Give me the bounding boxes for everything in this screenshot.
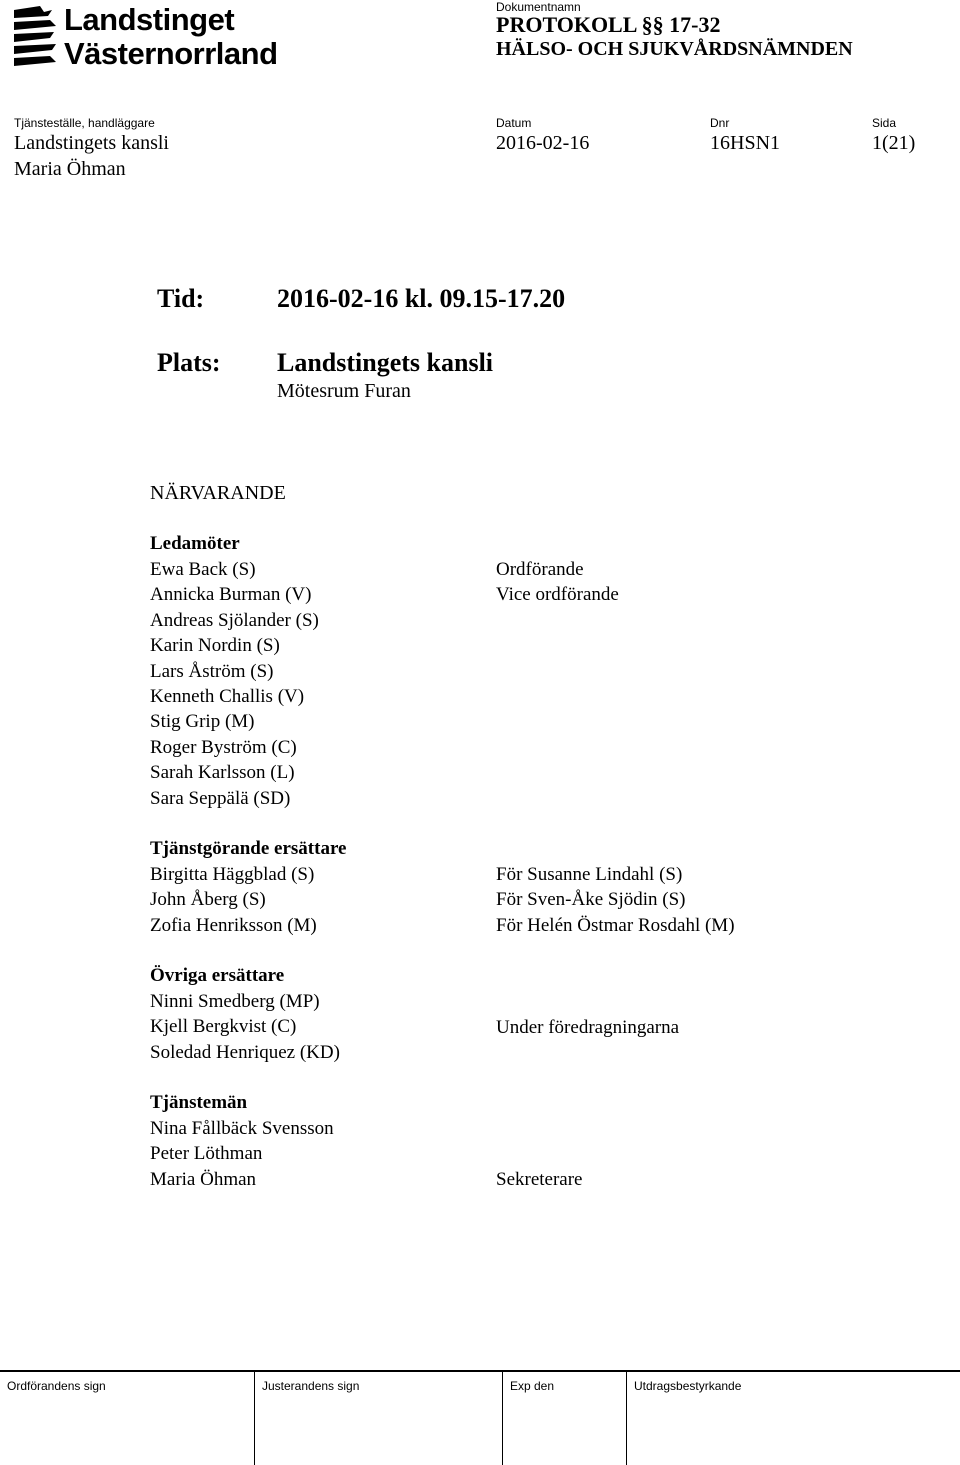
logo-line-2: Västernorrland [64, 36, 278, 71]
time-value: 2016-02-16 kl. 09.15-17.20 [277, 284, 566, 313]
list-item: Birgitta Häggblad (S) [150, 864, 315, 885]
list-item: John Åberg (S) [150, 889, 266, 911]
date-label: Datum [496, 116, 532, 130]
document-title: PROTOKOLL §§ 17-32 [496, 12, 721, 37]
doc-name-label: Dokumentnamn [496, 0, 581, 14]
role-item: För Sven-Åke Sjödin (S) [496, 889, 686, 911]
dnr-label: Dnr [710, 116, 730, 130]
role-item: För Susanne Lindahl (S) [496, 864, 683, 885]
members-roles [496, 557, 619, 608]
chair-sign-cell [0, 1372, 254, 1465]
date-value: 2016-02-16 [496, 132, 590, 154]
exp-cell [502, 1372, 627, 1465]
officials-role [496, 1167, 583, 1192]
chair-sign-label: Ordförandens sign [7, 1379, 106, 1393]
list-item: Zofia Henriksson (M) [150, 914, 317, 936]
serving-substitutes-list [150, 862, 317, 938]
list-item: Kjell Bergkvist (C) [150, 1016, 297, 1038]
role-item: För Helén Östmar Rosdahl (M) [496, 914, 735, 936]
list-item: Stig Grip (M) [150, 711, 255, 733]
logo-line-1: Landstinget [64, 2, 235, 37]
adjuster-sign-cell [254, 1372, 503, 1465]
document-subtitle: HÄLSO- OCH SJUKVÅRDSNÄMNDEN [496, 38, 853, 60]
unit-value: Landstingets kansli [14, 132, 169, 154]
organization-logo [10, 2, 310, 72]
time-label: Tid: [157, 284, 205, 313]
extract-cell [626, 1372, 960, 1465]
place-value: Landstingets kansli [277, 348, 494, 377]
page-label: Sida [872, 116, 897, 130]
list-item: Sarah Karlsson (L) [150, 762, 295, 784]
members-list [150, 557, 319, 811]
attendance-heading: NÄRVARANDE [150, 482, 286, 504]
officials-heading: Tjänstemän [150, 1092, 248, 1113]
list-item: Sara Seppälä (SD) [150, 787, 291, 809]
members-heading: Ledamöter [150, 533, 240, 554]
role-item: Vice ordförande [496, 584, 619, 606]
signature-footer [0, 1370, 960, 1465]
list-item: Roger Byström (C) [150, 736, 297, 758]
adjuster-sign-label: Justerandens sign [262, 1379, 360, 1393]
list-item: Annicka Burman (V) [150, 584, 312, 606]
list-item: Kenneth Challis (V) [150, 685, 305, 707]
list-item: Maria Öhman [150, 1168, 257, 1190]
handler-value: Maria Öhman [14, 158, 126, 180]
officials-list [150, 1116, 334, 1192]
list-item: Ewa Back (S) [150, 559, 256, 580]
unit-label: Tjänsteställe, handläggare [14, 116, 155, 130]
list-item: Ninni Smedberg (MP) [150, 991, 320, 1012]
place-label: Plats: [157, 348, 221, 377]
role-item: Under föredragningarna [496, 1017, 680, 1038]
list-item: Andreas Sjölander (S) [150, 609, 319, 631]
other-substitutes-list [150, 989, 340, 1065]
role-item: Sekreterare [496, 1169, 583, 1190]
logo-emblem-icon [10, 4, 60, 68]
list-item: Peter Löthman [150, 1143, 263, 1165]
extract-label: Utdragsbestyrkande [634, 1379, 742, 1393]
serving-substitutes-roles [496, 862, 735, 938]
exp-label: Exp den [510, 1379, 555, 1393]
dnr-value: 16HSN1 [710, 132, 781, 154]
other-substitutes-heading: Övriga ersättare [150, 965, 285, 986]
list-item: Karin Nordin (S) [150, 635, 280, 657]
room-value: Mötesrum Furan [277, 380, 411, 402]
page-value: 1(21) [872, 132, 916, 154]
serving-substitutes-heading: Tjänstgörande ersättare [150, 838, 347, 859]
list-item: Nina Fållbäck Svensson [150, 1118, 334, 1139]
list-item: Lars Åström (S) [150, 660, 274, 682]
role-item: Ordförande [496, 559, 584, 580]
other-substitutes-note [496, 1015, 679, 1040]
list-item: Soledad Henriquez (KD) [150, 1041, 340, 1063]
